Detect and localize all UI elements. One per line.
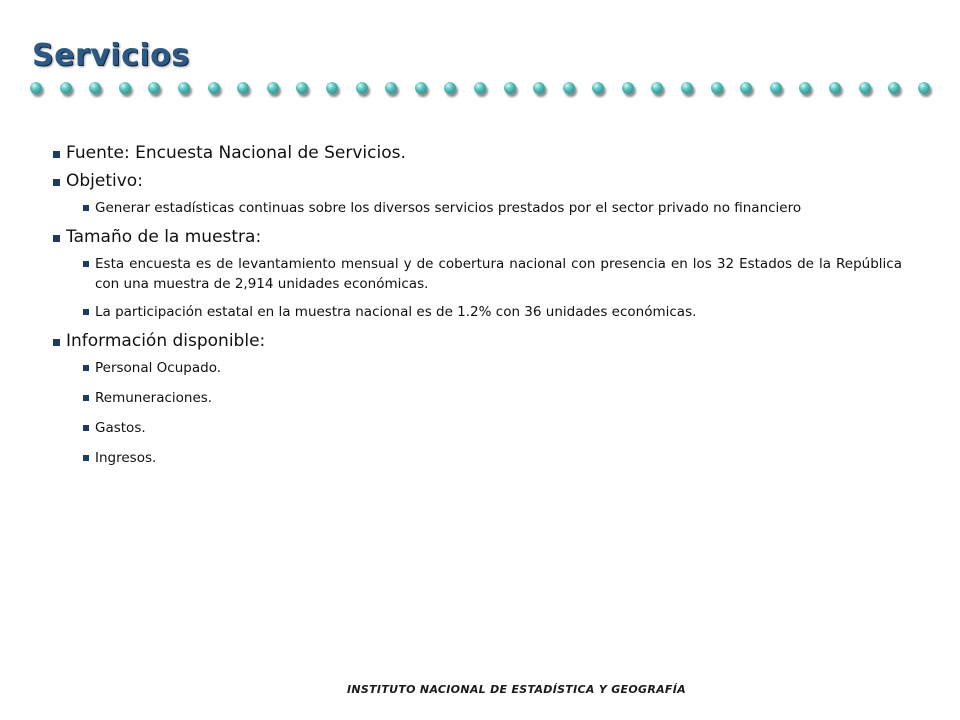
divider-dot (533, 82, 545, 94)
bullet-informacion (50, 330, 902, 352)
slide-body (50, 142, 902, 478)
heading-objetivo: Objetivo: (66, 171, 143, 191)
heading-muestra: Tamaño de la muestra: (66, 227, 262, 247)
info-ingresos-text: Ingresos. (95, 450, 157, 466)
title-dot-divider (30, 78, 930, 98)
square-bullet-icon (83, 395, 89, 401)
divider-dot (474, 82, 486, 94)
divider-dot (504, 82, 516, 94)
divider-dot (770, 82, 782, 94)
sub-bullet-muestra-cobertura (50, 254, 902, 294)
divider-dot (267, 82, 279, 94)
divider-dot (30, 82, 42, 94)
divider-dot (681, 82, 693, 94)
inegi-footer-logo: INSTITUTO NACIONAL DE ESTADÍSTICA Y GEOGRAFÍA (347, 683, 686, 696)
square-bullet-icon (53, 339, 60, 346)
muestra-cobertura-text: Esta encuesta es de levantamiento mensual y de cobertura nacional con presencia en los 32 Estados de la República con una muestra de 2,914 unidades económicas. (95, 256, 902, 292)
sub-bullet-ingresos (50, 448, 902, 468)
sub-bullet-personal (50, 358, 902, 378)
sub-bullet-remuneraciones (50, 388, 902, 408)
divider-dot (444, 82, 456, 94)
info-remuneraciones-text: Remuneraciones. (95, 390, 213, 406)
bullet-fuente (50, 142, 902, 164)
divider-dot (237, 82, 249, 94)
square-bullet-icon (83, 261, 89, 267)
bullet-objetivo (50, 170, 902, 192)
divider-dot (829, 82, 841, 94)
divider-dot (859, 82, 871, 94)
sub-bullet-objetivo (50, 198, 902, 218)
sub-bullet-gastos (50, 418, 902, 438)
square-bullet-icon (83, 365, 89, 371)
info-gastos-text: Gastos. (95, 420, 146, 436)
divider-dot (415, 82, 427, 94)
heading-fuente: Fuente: Encuesta Nacional de Servicios. (66, 143, 406, 163)
divider-dot (563, 82, 575, 94)
divider-dot (385, 82, 397, 94)
divider-dot (356, 82, 368, 94)
divider-dot (918, 82, 930, 94)
heading-informacion: Información disponible: (66, 331, 266, 351)
divider-dot (208, 82, 220, 94)
sub-bullet-muestra-participacion (50, 302, 902, 322)
divider-dot (296, 82, 308, 94)
info-personal-text: Personal Ocupado. (95, 360, 222, 376)
divider-dot (178, 82, 190, 94)
divider-dot (622, 82, 634, 94)
objetivo-text: Generar estadísticas continuas sobre los diversos servicios prestados por el sector privado no financiero (95, 200, 802, 216)
divider-dot (888, 82, 900, 94)
square-bullet-icon (53, 151, 60, 158)
muestra-participacion-text: La participación estatal en la muestra nacional es de 1.2% con 36 unidades económicas. (95, 304, 697, 320)
square-bullet-icon (53, 235, 60, 242)
divider-dot (326, 82, 338, 94)
square-bullet-icon (83, 455, 89, 461)
divider-dot (799, 82, 811, 94)
divider-dot (592, 82, 604, 94)
divider-dot (711, 82, 723, 94)
square-bullet-icon (83, 205, 89, 211)
square-bullet-icon (53, 179, 60, 186)
square-bullet-icon (83, 425, 89, 431)
divider-dot (148, 82, 160, 94)
divider-dot (60, 82, 72, 94)
divider-dot (89, 82, 101, 94)
bullet-muestra (50, 226, 902, 248)
square-bullet-icon (83, 309, 89, 315)
divider-dot (740, 82, 752, 94)
slide-title: Servicios (32, 38, 190, 73)
divider-dot (119, 82, 131, 94)
divider-dot (651, 82, 663, 94)
